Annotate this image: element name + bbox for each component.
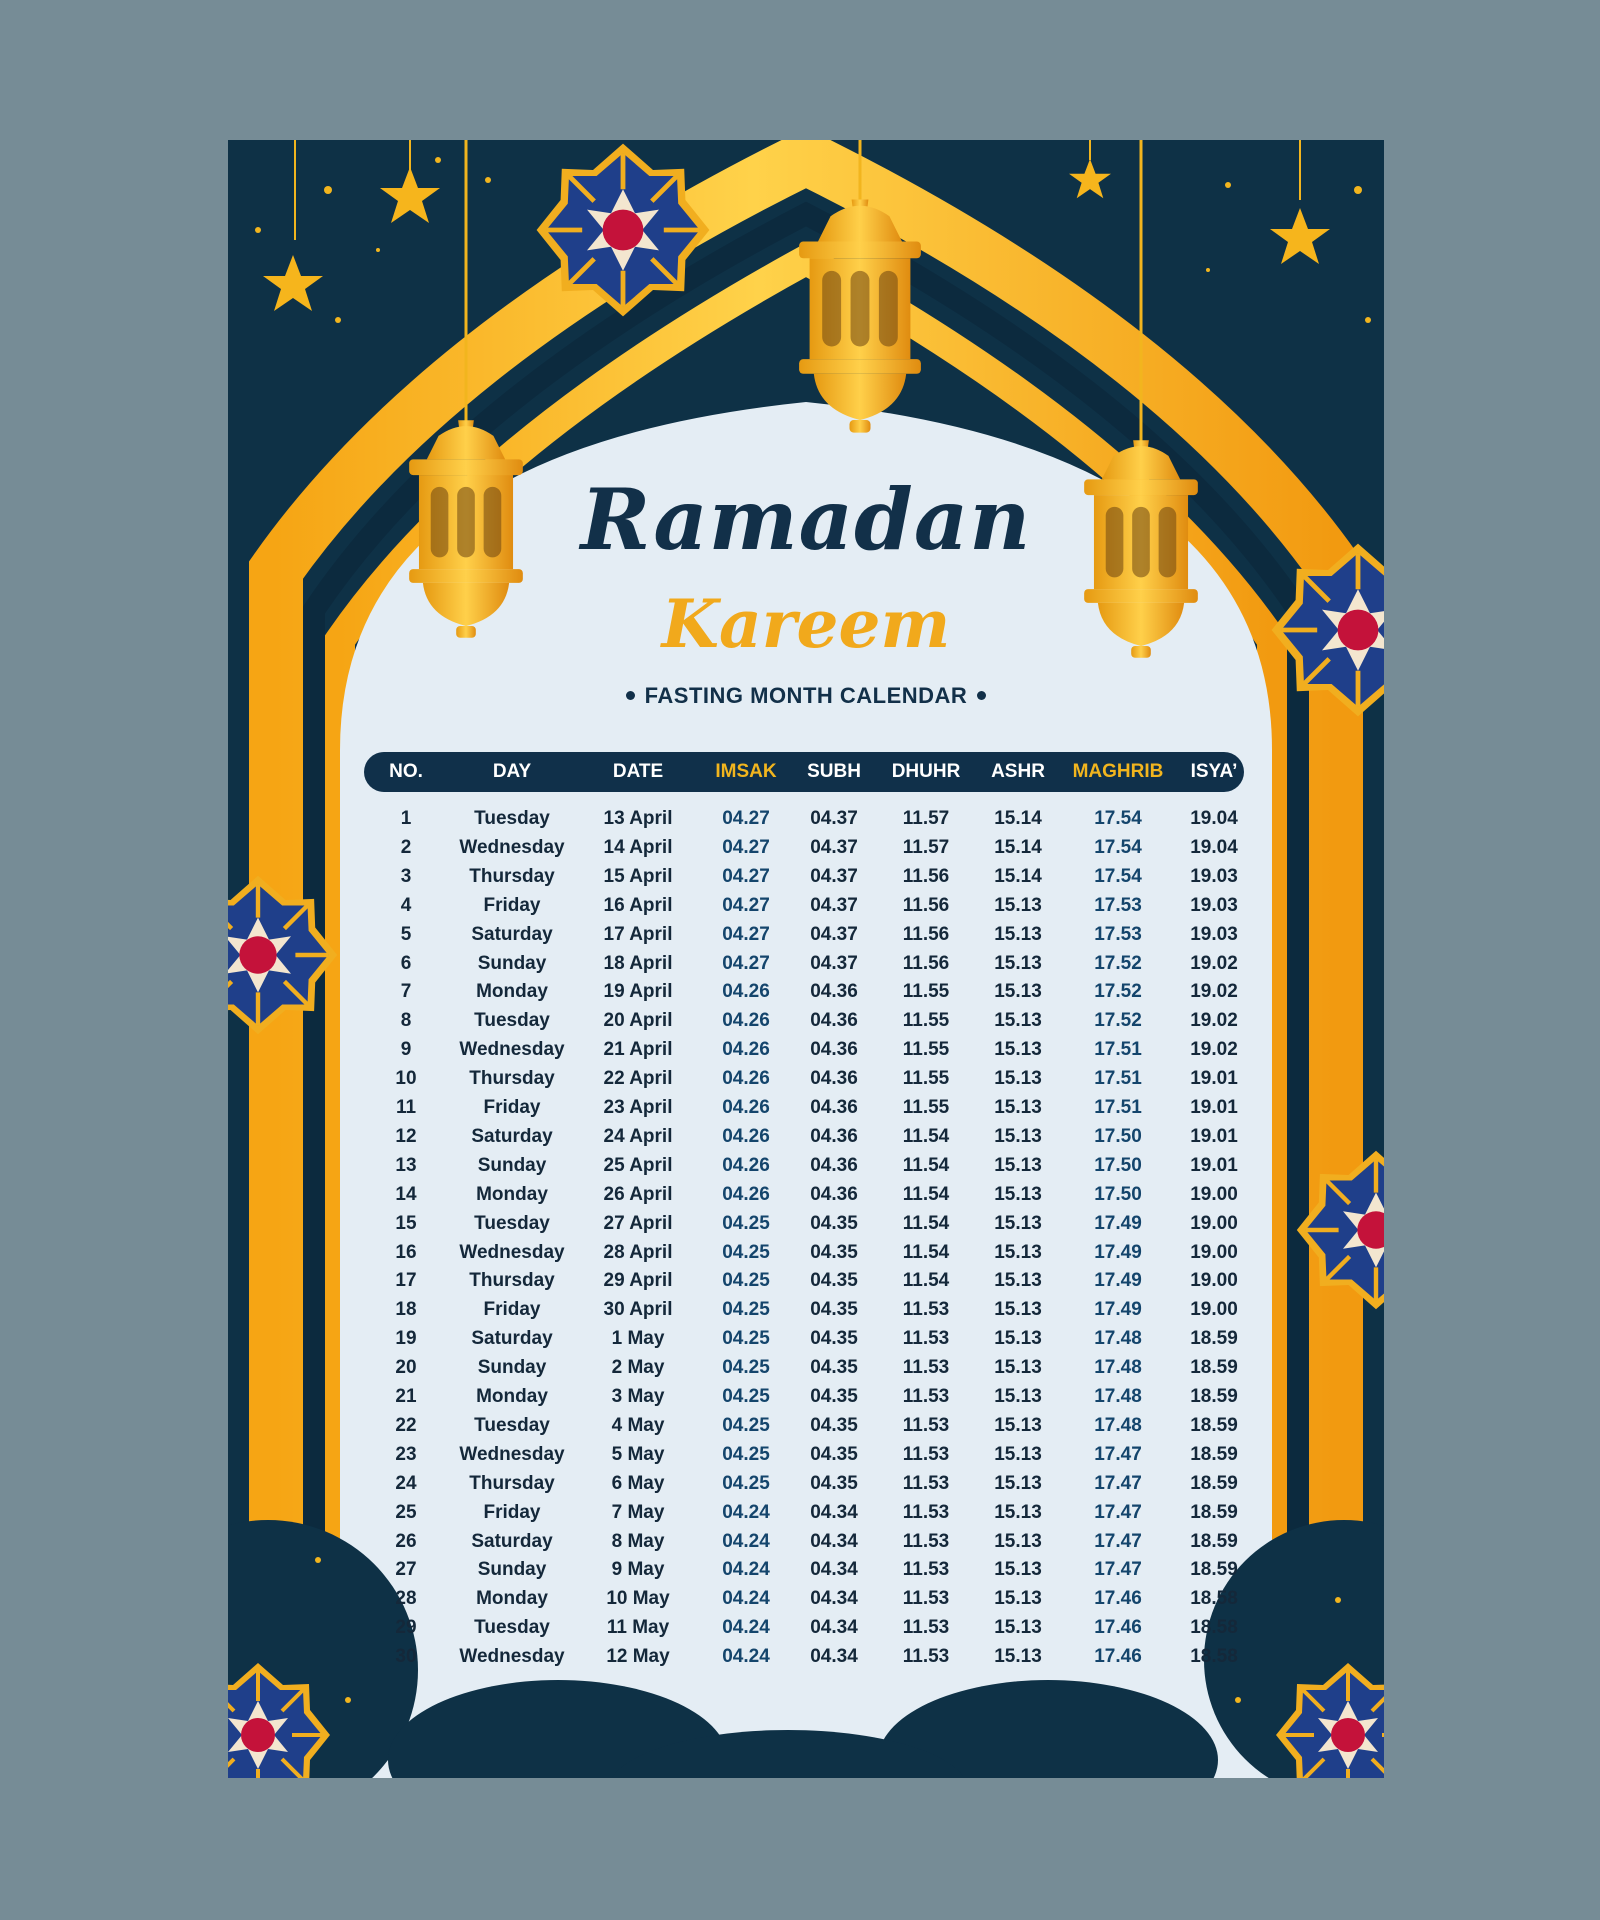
cell-dhuhr: 11.55 bbox=[902, 1039, 950, 1061]
cell-ashr: 15.14 bbox=[994, 836, 1042, 858]
cell-dhuhr: 11.56 bbox=[902, 952, 950, 974]
cell-date: 30 April bbox=[603, 1299, 673, 1321]
cell-day: Wednesday bbox=[459, 1646, 565, 1668]
cell-ashr: 15.13 bbox=[994, 894, 1042, 916]
cell-dhuhr: 11.53 bbox=[902, 1414, 950, 1436]
cell-date: 11 May bbox=[606, 1617, 670, 1639]
cell-imsak: 04.26 bbox=[722, 1068, 770, 1090]
star-icon bbox=[380, 167, 440, 223]
cell-dhuhr: 11.54 bbox=[902, 1125, 950, 1147]
cell-subh: 04.36 bbox=[810, 1010, 858, 1032]
cell-imsak: 04.24 bbox=[722, 1646, 770, 1668]
page-title: Ramadan bbox=[580, 470, 1032, 569]
cell-dhuhr: 11.56 bbox=[902, 923, 950, 945]
cell-maghrib: 17.49 bbox=[1094, 1241, 1142, 1263]
cell-no: 15 bbox=[395, 1212, 417, 1234]
cell-imsak: 04.27 bbox=[722, 894, 770, 916]
cell-date: 2 May bbox=[611, 1357, 665, 1379]
cell-day: Saturday bbox=[471, 923, 553, 945]
cell-isya: 19.00 bbox=[1190, 1241, 1238, 1263]
cell-dhuhr: 11.56 bbox=[902, 865, 950, 887]
cell-maghrib: 17.47 bbox=[1094, 1443, 1142, 1465]
cell-maghrib: 17.50 bbox=[1094, 1125, 1142, 1147]
cell-subh: 04.35 bbox=[810, 1472, 858, 1494]
cell-maghrib: 17.50 bbox=[1094, 1154, 1142, 1176]
cell-day: Sunday bbox=[477, 1357, 547, 1379]
cell-no: 14 bbox=[395, 1183, 417, 1205]
cell-imsak: 04.25 bbox=[722, 1241, 770, 1263]
cell-isya: 18.59 bbox=[1190, 1414, 1238, 1436]
cell-subh: 04.37 bbox=[810, 952, 858, 974]
cell-date: 6 May bbox=[611, 1472, 665, 1494]
cell-date: 4 May bbox=[611, 1414, 665, 1436]
cell-day: Friday bbox=[483, 1501, 541, 1523]
cell-dhuhr: 11.57 bbox=[902, 836, 950, 858]
cell-date: 18 April bbox=[603, 952, 673, 974]
cell-date: 1 May bbox=[611, 1328, 665, 1350]
cell-maghrib: 17.49 bbox=[1094, 1270, 1142, 1292]
cell-ashr: 15.13 bbox=[994, 1357, 1042, 1379]
cell-day: Tuesday bbox=[474, 1010, 550, 1032]
cell-imsak: 04.26 bbox=[722, 1097, 770, 1118]
caption-text: FASTING MONTH CALENDAR bbox=[644, 683, 968, 708]
cell-subh: 04.35 bbox=[810, 1299, 858, 1321]
cell-dhuhr: 11.53 bbox=[902, 1328, 950, 1350]
cell-day: Friday bbox=[483, 1299, 541, 1321]
cell-maghrib: 17.53 bbox=[1094, 923, 1142, 945]
cell-maghrib: 17.47 bbox=[1094, 1559, 1142, 1581]
cell-dhuhr: 11.54 bbox=[902, 1183, 950, 1205]
cell-day: Tuesday bbox=[474, 808, 550, 829]
cell-date: 10 May bbox=[606, 1588, 670, 1610]
cell-subh: 04.34 bbox=[810, 1530, 858, 1552]
cell-dhuhr: 11.53 bbox=[902, 1559, 950, 1581]
page-subtitle-script: Kareem bbox=[661, 585, 951, 663]
cell-subh: 04.35 bbox=[810, 1328, 858, 1350]
star-icon bbox=[1069, 159, 1111, 198]
cell-date: 3 May bbox=[611, 1386, 665, 1407]
cell-imsak: 04.26 bbox=[722, 1154, 770, 1176]
cell-dhuhr: 11.53 bbox=[902, 1646, 950, 1668]
cell-isya: 18.59 bbox=[1190, 1530, 1238, 1552]
cell-ashr: 15.13 bbox=[994, 1154, 1042, 1176]
cell-isya: 19.02 bbox=[1190, 1039, 1238, 1061]
cell-isya: 18.59 bbox=[1190, 1328, 1238, 1350]
cell-imsak: 04.26 bbox=[722, 1039, 770, 1061]
cell-isya: 18.59 bbox=[1190, 1559, 1238, 1581]
column-header-ashr: ASHR bbox=[991, 761, 1045, 782]
cell-dhuhr: 11.53 bbox=[902, 1501, 950, 1523]
column-header-subh: SUBH bbox=[807, 761, 861, 782]
cell-maghrib: 17.48 bbox=[1094, 1328, 1142, 1350]
geometric-flower-icon bbox=[537, 144, 710, 317]
cell-subh: 04.37 bbox=[810, 923, 858, 945]
cell-date: 17 April bbox=[603, 923, 673, 945]
cell-ashr: 15.13 bbox=[994, 1617, 1042, 1639]
cell-subh: 04.37 bbox=[810, 865, 858, 887]
cell-no: 12 bbox=[395, 1125, 417, 1147]
cell-subh: 04.35 bbox=[810, 1414, 858, 1436]
calendar-poster bbox=[228, 140, 1384, 1778]
column-header-imsak: IMSAK bbox=[715, 761, 777, 782]
cell-subh: 04.36 bbox=[810, 1039, 858, 1061]
column-header-maghrib: MAGHRIB bbox=[1072, 761, 1164, 782]
cell-maghrib: 17.47 bbox=[1094, 1472, 1142, 1494]
cell-isya: 19.01 bbox=[1190, 1068, 1238, 1090]
cell-ashr: 15.13 bbox=[994, 1270, 1042, 1292]
cell-no: 16 bbox=[395, 1241, 417, 1263]
cell-day: Tuesday bbox=[474, 1414, 550, 1436]
cell-dhuhr: 11.57 bbox=[902, 808, 950, 829]
cell-no: 10 bbox=[395, 1068, 417, 1090]
cell-dhuhr: 11.53 bbox=[902, 1357, 950, 1379]
cell-subh: 04.35 bbox=[810, 1443, 858, 1465]
column-header-dhuhr: DHUHR bbox=[891, 761, 961, 782]
cell-imsak: 04.27 bbox=[722, 952, 770, 974]
cell-maghrib: 17.51 bbox=[1094, 1068, 1142, 1090]
cell-isya: 18.59 bbox=[1190, 1357, 1238, 1379]
column-header-isya: ISYA’ bbox=[1190, 761, 1238, 782]
cell-imsak: 04.27 bbox=[722, 808, 770, 829]
cell-dhuhr: 11.53 bbox=[902, 1299, 950, 1321]
cell-ashr: 15.13 bbox=[994, 1588, 1042, 1610]
cell-date: 20 April bbox=[603, 1010, 673, 1032]
cell-maghrib: 17.49 bbox=[1094, 1212, 1142, 1234]
cell-maghrib: 17.48 bbox=[1094, 1414, 1142, 1436]
cell-maghrib: 17.48 bbox=[1094, 1357, 1142, 1379]
cell-maghrib: 17.54 bbox=[1094, 836, 1142, 858]
cell-no: 1 bbox=[400, 808, 412, 829]
cell-isya: 19.02 bbox=[1190, 1010, 1238, 1032]
cell-imsak: 04.24 bbox=[722, 1617, 770, 1639]
cell-maghrib: 17.47 bbox=[1094, 1501, 1142, 1523]
cell-ashr: 15.13 bbox=[994, 1472, 1042, 1494]
cell-no: 18 bbox=[395, 1299, 417, 1321]
cell-subh: 04.36 bbox=[810, 1068, 858, 1090]
cell-isya: 19.02 bbox=[1190, 981, 1238, 1003]
cell-no: 21 bbox=[395, 1386, 417, 1407]
cell-day: Wednesday bbox=[459, 1443, 565, 1465]
cell-ashr: 15.14 bbox=[994, 808, 1042, 829]
cell-no: 19 bbox=[395, 1328, 417, 1350]
cell-isya: 19.03 bbox=[1190, 894, 1238, 916]
cell-dhuhr: 11.55 bbox=[902, 1010, 950, 1032]
cell-day: Monday bbox=[476, 1386, 548, 1407]
cell-date: 21 April bbox=[603, 1039, 673, 1061]
cell-isya: 18.59 bbox=[1190, 1443, 1238, 1465]
bullet-dot-icon bbox=[977, 691, 986, 700]
cell-day: Friday bbox=[483, 1097, 541, 1118]
cell-subh: 04.37 bbox=[810, 836, 858, 858]
cell-isya: 18.59 bbox=[1190, 1472, 1238, 1494]
cell-dhuhr: 11.54 bbox=[902, 1212, 950, 1234]
cell-dhuhr: 11.53 bbox=[902, 1443, 950, 1465]
cell-no: 22 bbox=[395, 1414, 417, 1436]
cell-date: 7 May bbox=[611, 1501, 665, 1523]
cell-dhuhr: 11.54 bbox=[902, 1270, 950, 1292]
calendar-caption bbox=[228, 683, 1384, 709]
cell-day: Sunday bbox=[477, 952, 547, 974]
cell-dhuhr: 11.54 bbox=[902, 1241, 950, 1263]
cell-no: 27 bbox=[395, 1559, 417, 1581]
cell-day: Monday bbox=[476, 1183, 548, 1205]
cell-ashr: 15.13 bbox=[994, 1328, 1042, 1350]
cell-imsak: 04.25 bbox=[722, 1270, 770, 1292]
cell-day: Saturday bbox=[471, 1125, 553, 1147]
cell-day: Saturday bbox=[471, 1530, 553, 1552]
cell-maghrib: 17.51 bbox=[1094, 1097, 1142, 1118]
cell-imsak: 04.26 bbox=[722, 1183, 770, 1205]
cell-ashr: 15.13 bbox=[994, 1068, 1042, 1090]
cell-maghrib: 17.53 bbox=[1094, 894, 1142, 916]
cell-date: 16 April bbox=[603, 894, 673, 916]
cell-subh: 04.35 bbox=[810, 1241, 858, 1263]
cell-day: Sunday bbox=[477, 1559, 547, 1581]
cell-ashr: 15.13 bbox=[994, 1646, 1042, 1668]
cell-date: 22 April bbox=[603, 1068, 673, 1090]
cell-subh: 04.35 bbox=[810, 1386, 858, 1407]
cell-dhuhr: 11.53 bbox=[902, 1472, 950, 1494]
cell-date: 9 May bbox=[611, 1559, 665, 1581]
cell-no: 13 bbox=[395, 1154, 417, 1176]
cell-subh: 04.36 bbox=[810, 1154, 858, 1176]
cell-dhuhr: 11.53 bbox=[902, 1386, 950, 1407]
cell-subh: 04.36 bbox=[810, 1097, 858, 1118]
cell-subh: 04.35 bbox=[810, 1357, 858, 1379]
cell-subh: 04.34 bbox=[810, 1559, 858, 1581]
cell-day: Tuesday bbox=[474, 1617, 550, 1639]
cell-dhuhr: 11.53 bbox=[902, 1617, 950, 1639]
cell-isya: 19.00 bbox=[1190, 1183, 1238, 1205]
cell-subh: 04.34 bbox=[810, 1617, 858, 1639]
cell-isya: 19.01 bbox=[1190, 1125, 1238, 1147]
cell-date: 26 April bbox=[603, 1183, 673, 1205]
cell-imsak: 04.26 bbox=[722, 1125, 770, 1147]
cell-subh: 04.37 bbox=[810, 808, 858, 829]
cell-imsak: 04.27 bbox=[722, 836, 770, 858]
cell-no: 11 bbox=[395, 1097, 417, 1118]
cell-no: 7 bbox=[400, 981, 412, 1003]
cell-imsak: 04.25 bbox=[722, 1357, 770, 1379]
cell-day: Friday bbox=[483, 894, 541, 916]
cell-maghrib: 17.46 bbox=[1094, 1646, 1142, 1668]
cell-day: Monday bbox=[476, 1588, 548, 1610]
cell-subh: 04.34 bbox=[810, 1646, 858, 1668]
cell-isya: 19.00 bbox=[1190, 1270, 1238, 1292]
cell-dhuhr: 11.55 bbox=[902, 981, 950, 1003]
cell-subh: 04.36 bbox=[810, 1183, 858, 1205]
cell-date: 13 April bbox=[603, 808, 673, 829]
cell-no: 9 bbox=[400, 1039, 412, 1061]
cell-no: 8 bbox=[400, 1010, 412, 1032]
cell-date: 14 April bbox=[603, 836, 673, 858]
cell-ashr: 15.14 bbox=[994, 865, 1042, 887]
cell-day: Thursday bbox=[469, 1068, 555, 1090]
cell-isya: 19.01 bbox=[1190, 1097, 1238, 1118]
cell-day: Thursday bbox=[469, 1472, 555, 1494]
cell-imsak: 04.25 bbox=[722, 1472, 770, 1494]
cell-date: 19 April bbox=[603, 981, 673, 1003]
cell-maghrib: 17.48 bbox=[1094, 1386, 1142, 1407]
cell-no: 24 bbox=[395, 1472, 417, 1494]
cell-dhuhr: 11.53 bbox=[902, 1530, 950, 1552]
cell-ashr: 15.13 bbox=[994, 1125, 1042, 1147]
cell-dhuhr: 11.54 bbox=[902, 1154, 950, 1176]
cell-imsak: 04.27 bbox=[722, 923, 770, 945]
cell-day: Wednesday bbox=[459, 1039, 565, 1061]
cell-imsak: 04.26 bbox=[722, 1010, 770, 1032]
column-header-no: NO. bbox=[389, 761, 423, 782]
cell-isya: 18.59 bbox=[1190, 1386, 1238, 1407]
cell-maghrib: 17.52 bbox=[1094, 1010, 1142, 1032]
cell-no: 17 bbox=[395, 1270, 417, 1292]
cell-imsak: 04.25 bbox=[722, 1299, 770, 1321]
cell-day: Thursday bbox=[469, 865, 555, 887]
cell-date: 24 April bbox=[603, 1125, 673, 1147]
column-header-date: DATE bbox=[612, 761, 664, 782]
cell-date: 12 May bbox=[606, 1646, 670, 1668]
cell-no: 20 bbox=[395, 1357, 417, 1379]
cell-isya: 19.01 bbox=[1190, 1154, 1238, 1176]
cell-imsak: 04.24 bbox=[722, 1530, 770, 1552]
cell-ashr: 15.13 bbox=[994, 1299, 1042, 1321]
cell-dhuhr: 11.55 bbox=[902, 1068, 950, 1090]
bullet-dot-icon bbox=[626, 691, 635, 700]
cell-no: 30 bbox=[395, 1646, 417, 1668]
cell-imsak: 04.24 bbox=[722, 1501, 770, 1523]
cell-no: 4 bbox=[400, 894, 412, 916]
cell-subh: 04.35 bbox=[810, 1212, 858, 1234]
cell-subh: 04.34 bbox=[810, 1501, 858, 1523]
cell-day: Monday bbox=[476, 981, 548, 1003]
cell-date: 5 May bbox=[611, 1443, 665, 1465]
cell-maghrib: 17.46 bbox=[1094, 1588, 1142, 1610]
cell-ashr: 15.13 bbox=[994, 1039, 1042, 1061]
cell-isya: 19.02 bbox=[1190, 952, 1238, 974]
star-icon bbox=[263, 255, 323, 311]
cell-isya: 19.00 bbox=[1190, 1212, 1238, 1234]
cell-day: Saturday bbox=[471, 1328, 553, 1350]
cell-isya: 18.59 bbox=[1190, 1501, 1238, 1523]
cell-no: 5 bbox=[400, 923, 412, 945]
column-header-day: DAY bbox=[492, 761, 532, 782]
cell-date: 28 April bbox=[603, 1241, 673, 1263]
cell-ashr: 15.13 bbox=[994, 1097, 1042, 1118]
cell-no: 3 bbox=[400, 865, 412, 887]
cell-imsak: 04.24 bbox=[722, 1588, 770, 1610]
cell-isya: 19.03 bbox=[1190, 923, 1238, 945]
cell-ashr: 15.13 bbox=[994, 1212, 1042, 1234]
cell-isya: 19.03 bbox=[1190, 865, 1238, 887]
cell-dhuhr: 11.56 bbox=[902, 894, 950, 916]
cell-ashr: 15.13 bbox=[994, 1530, 1042, 1552]
cell-no: 26 bbox=[395, 1530, 417, 1552]
cell-isya: 19.04 bbox=[1190, 836, 1238, 858]
cell-no: 6 bbox=[400, 952, 412, 974]
cell-subh: 04.35 bbox=[810, 1270, 858, 1292]
cell-ashr: 15.13 bbox=[994, 1501, 1042, 1523]
cell-date: 23 April bbox=[603, 1097, 673, 1118]
cell-day: Thursday bbox=[469, 1270, 555, 1292]
cell-imsak: 04.25 bbox=[722, 1212, 770, 1234]
cell-ashr: 15.13 bbox=[994, 1183, 1042, 1205]
cell-no: 2 bbox=[400, 836, 412, 858]
star-icon bbox=[1270, 208, 1330, 264]
cell-subh: 04.36 bbox=[810, 1125, 858, 1147]
cell-imsak: 04.25 bbox=[722, 1328, 770, 1350]
cell-day: Wednesday bbox=[459, 836, 565, 858]
cell-isya: 19.00 bbox=[1190, 1299, 1238, 1321]
cell-ashr: 15.13 bbox=[994, 952, 1042, 974]
cell-date: 8 May bbox=[611, 1530, 665, 1552]
cell-maghrib: 17.50 bbox=[1094, 1183, 1142, 1205]
cell-ashr: 15.13 bbox=[994, 1414, 1042, 1436]
cell-ashr: 15.13 bbox=[994, 1559, 1042, 1581]
cell-ashr: 15.13 bbox=[994, 1010, 1042, 1032]
cell-isya: 18.58 bbox=[1190, 1646, 1238, 1668]
cell-maghrib: 17.54 bbox=[1094, 808, 1142, 829]
cell-subh: 04.36 bbox=[810, 981, 858, 1003]
cell-imsak: 04.25 bbox=[722, 1386, 770, 1407]
cell-ashr: 15.13 bbox=[994, 1386, 1042, 1407]
cell-maghrib: 17.54 bbox=[1094, 865, 1142, 887]
cell-ashr: 15.13 bbox=[994, 981, 1042, 1003]
cell-maghrib: 17.47 bbox=[1094, 1530, 1142, 1552]
table-header bbox=[364, 752, 1244, 792]
cell-no: 25 bbox=[395, 1501, 417, 1523]
cell-day: Wednesday bbox=[459, 1241, 565, 1263]
cell-maghrib: 17.51 bbox=[1094, 1039, 1142, 1061]
cell-maghrib: 17.49 bbox=[1094, 1299, 1142, 1321]
cell-date: 27 April bbox=[603, 1212, 673, 1234]
cell-imsak: 04.27 bbox=[722, 865, 770, 887]
cell-imsak: 04.26 bbox=[722, 981, 770, 1003]
cell-imsak: 04.25 bbox=[722, 1414, 770, 1436]
cell-imsak: 04.25 bbox=[722, 1443, 770, 1465]
cell-date: 29 April bbox=[603, 1270, 673, 1292]
cell-ashr: 15.13 bbox=[994, 1443, 1042, 1465]
cell-date: 25 April bbox=[603, 1154, 673, 1176]
cell-no: 28 bbox=[395, 1588, 417, 1610]
cell-isya: 19.04 bbox=[1190, 808, 1238, 829]
cell-maghrib: 17.52 bbox=[1094, 952, 1142, 974]
cell-ashr: 15.13 bbox=[994, 1241, 1042, 1263]
cell-maghrib: 17.52 bbox=[1094, 981, 1142, 1003]
cell-subh: 04.34 bbox=[810, 1588, 858, 1610]
cell-isya: 18.58 bbox=[1190, 1588, 1238, 1610]
cell-dhuhr: 11.53 bbox=[902, 1588, 950, 1610]
cell-maghrib: 17.46 bbox=[1094, 1617, 1142, 1639]
cell-dhuhr: 11.55 bbox=[902, 1097, 950, 1118]
cell-date: 15 April bbox=[603, 865, 673, 887]
cell-no: 29 bbox=[395, 1617, 417, 1639]
cell-subh: 04.37 bbox=[810, 894, 858, 916]
cell-imsak: 04.24 bbox=[722, 1559, 770, 1581]
cell-day: Tuesday bbox=[474, 1212, 550, 1234]
cell-day: Sunday bbox=[477, 1154, 547, 1176]
cell-no: 23 bbox=[395, 1443, 417, 1465]
cell-ashr: 15.13 bbox=[994, 923, 1042, 945]
cell-isya: 18.58 bbox=[1190, 1617, 1238, 1639]
